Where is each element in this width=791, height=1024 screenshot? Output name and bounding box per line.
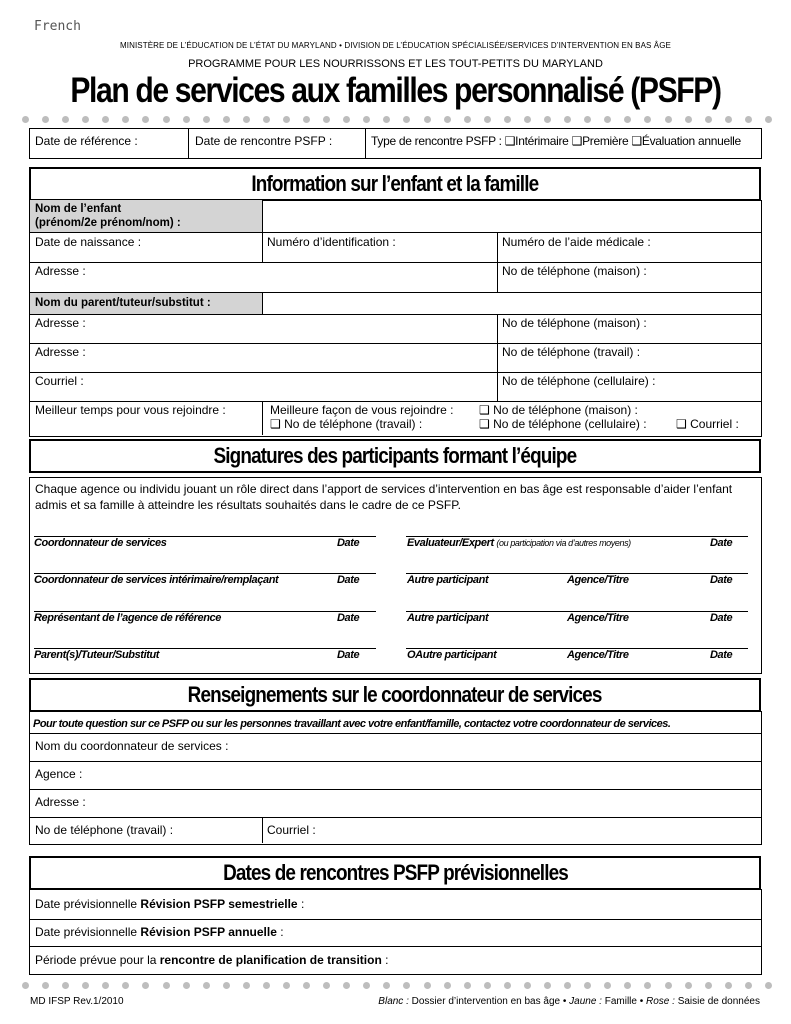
sig-label-other: Autre participant bbox=[407, 574, 489, 586]
divider-dot bbox=[524, 116, 531, 123]
child-address-field[interactable]: Adresse : bbox=[35, 264, 86, 278]
divider-dot bbox=[102, 982, 109, 989]
coordinator-agency-field[interactable]: Agence : bbox=[35, 767, 83, 781]
sig-label-other: Autre participant bbox=[407, 612, 489, 624]
divider-dot bbox=[343, 982, 350, 989]
divider-dot bbox=[624, 116, 631, 123]
sig-date: Date bbox=[337, 574, 360, 586]
signatures-intro: Chaque agence ou individu jouant un rôle direct dans l’apport de services d’intervention en bas âge est responsable d’aider l’enfant admis et sa famille à atteindre les résultats souhaités dans le cadre de ce PSFP. bbox=[35, 482, 733, 512]
parent-work-phone-field[interactable]: No de téléphone (travail) : bbox=[502, 345, 641, 359]
divider-dot bbox=[283, 982, 290, 989]
divider-dot bbox=[102, 116, 109, 123]
sig-label-evaluator: Evaluateur/Expert (ou participation via d’autres moyens) bbox=[407, 537, 631, 549]
divider-dot bbox=[22, 116, 29, 123]
parent-name-input[interactable] bbox=[266, 295, 756, 311]
divider-dot bbox=[42, 116, 49, 123]
divider-dot bbox=[644, 116, 651, 123]
section-heading-dates: Dates de rencontres PSFP prévisionnelles bbox=[29, 856, 761, 890]
annual-review-field[interactable]: Date prévisionnelle Révision PSFP annuelle : bbox=[35, 925, 284, 939]
coordinator-note: Pour toute question sur ce PSFP ou sur les personnes travaillant avec votre enfant/famille, contactez votre coordonnateur de services. bbox=[33, 718, 671, 730]
divider-dot bbox=[62, 982, 69, 989]
divider-dot bbox=[464, 982, 471, 989]
sig-label-referral: Représentant de l’agence de référence bbox=[34, 612, 221, 624]
divider-dot bbox=[544, 982, 551, 989]
option-first: Première bbox=[582, 134, 629, 148]
meeting-type-field bbox=[371, 134, 741, 148]
divider-dot bbox=[363, 116, 370, 123]
checkbox-interim[interactable]: ❑ bbox=[504, 134, 516, 148]
meeting-type-label: Type de rencontre PSFP : bbox=[371, 134, 502, 148]
divider-dot bbox=[323, 116, 330, 123]
divider-dot bbox=[263, 982, 270, 989]
divider-dot bbox=[263, 116, 270, 123]
divider-dot bbox=[303, 982, 310, 989]
divider-dot bbox=[665, 116, 672, 123]
checkbox-work[interactable]: ❑ bbox=[270, 417, 281, 431]
divider-dot bbox=[604, 982, 611, 989]
divider-dot bbox=[765, 982, 772, 989]
reference-row bbox=[29, 128, 762, 159]
checkbox-cell[interactable]: ❑ bbox=[479, 417, 490, 431]
divider-dot bbox=[223, 982, 230, 989]
medical-aid-field[interactable]: Numéro de l’aide médicale : bbox=[502, 235, 651, 249]
meeting-date-field[interactable]: Date de rencontre PSFP : bbox=[195, 134, 333, 148]
section-heading-signatures: Signatures des participants formant l’équipe bbox=[29, 439, 761, 473]
divider-dot bbox=[42, 982, 49, 989]
parent-address1-field[interactable]: Adresse : bbox=[35, 316, 86, 330]
divider-dot bbox=[544, 116, 551, 123]
form-id: MD IFSP Rev.1/2010 bbox=[30, 996, 124, 1007]
divider-dot bbox=[665, 982, 672, 989]
divider-dot bbox=[243, 982, 250, 989]
dot-divider-bottom bbox=[22, 980, 772, 990]
semiannual-review-field[interactable]: Date prévisionnelle Révision PSFP semestrielle : bbox=[35, 897, 305, 911]
divider-dot bbox=[183, 116, 190, 123]
divider-dot bbox=[403, 982, 410, 989]
divider-dot bbox=[464, 116, 471, 123]
birth-date-field[interactable]: Date de naissance : bbox=[35, 235, 142, 249]
sig-date: Date bbox=[337, 612, 360, 624]
parent-home-phone-field[interactable]: No de téléphone (maison) : bbox=[502, 316, 647, 330]
child-name-input[interactable] bbox=[266, 204, 756, 228]
option-interim: Intérimaire bbox=[515, 134, 569, 148]
transition-planning-field[interactable]: Période prévue pour la rencontre de planification de transition : bbox=[35, 953, 389, 967]
divider-dot bbox=[163, 116, 170, 123]
parent-cell-phone-field[interactable]: No de téléphone (cellulaire) : bbox=[502, 374, 656, 388]
divider-dot bbox=[745, 116, 752, 123]
sig-agency: Agence/Titre bbox=[567, 649, 629, 661]
coordinator-email-field[interactable]: Courriel : bbox=[267, 823, 316, 837]
sig-agency: Agence/Titre bbox=[567, 612, 629, 624]
sig-date: Date bbox=[337, 649, 360, 661]
divider-dot bbox=[383, 982, 390, 989]
divider-dot bbox=[685, 116, 692, 123]
checkbox-annual[interactable]: ❑ bbox=[631, 134, 642, 148]
reference-date-field[interactable]: Date de référence : bbox=[35, 134, 138, 148]
divider-dot bbox=[203, 982, 210, 989]
divider-dot bbox=[403, 116, 410, 123]
child-family-table bbox=[29, 200, 762, 437]
divider-dot bbox=[444, 116, 451, 123]
divider-dot bbox=[303, 116, 310, 123]
sig-date: Date bbox=[710, 574, 733, 586]
divider-dot bbox=[223, 116, 230, 123]
best-way-work[interactable]: ❑ No de téléphone (travail) : bbox=[270, 417, 423, 431]
divider-dot bbox=[183, 982, 190, 989]
best-way-email[interactable]: ❑ Courriel : bbox=[676, 417, 739, 431]
divider-dot bbox=[624, 982, 631, 989]
id-number-field[interactable]: Numéro d’identification : bbox=[267, 235, 396, 249]
checkbox-email[interactable]: ❑ bbox=[676, 417, 687, 431]
coordinator-phone-field[interactable]: No de téléphone (travail) : bbox=[35, 823, 174, 837]
divider-dot bbox=[484, 116, 491, 123]
language-label: French bbox=[34, 19, 81, 34]
checkbox-first[interactable]: ❑ bbox=[571, 134, 583, 148]
divider-dot bbox=[203, 116, 210, 123]
divider-dot bbox=[725, 982, 732, 989]
sig-date: Date bbox=[710, 612, 733, 624]
sig-label-interim: Coordonnateur de services intérimaire/remplaçant bbox=[34, 574, 279, 586]
divider-dot bbox=[142, 116, 149, 123]
divider-dot bbox=[604, 116, 611, 123]
parent-name-label: Nom du parent/tuteur/substitut : bbox=[35, 297, 211, 309]
divider-dot bbox=[564, 116, 571, 123]
divider-dot bbox=[725, 116, 732, 123]
sig-label-other: OAutre participant bbox=[407, 649, 497, 661]
parent-email-field[interactable]: Courriel : bbox=[35, 374, 84, 388]
sig-date: Date bbox=[710, 649, 733, 661]
checkbox-home[interactable]: ❑ bbox=[479, 403, 490, 417]
divider-dot bbox=[82, 982, 89, 989]
divider-dot bbox=[444, 982, 451, 989]
best-way-cell[interactable]: ❑ No de téléphone (cellulaire) : bbox=[479, 417, 647, 431]
divider-dot bbox=[383, 116, 390, 123]
section-heading-coordinator: Renseignements sur le coordonnateur de services bbox=[29, 678, 761, 712]
dates-table bbox=[29, 889, 762, 975]
divider-dot bbox=[745, 982, 752, 989]
child-home-phone-field[interactable]: No de téléphone (maison) : bbox=[502, 264, 647, 278]
parent-address2-field[interactable]: Adresse : bbox=[35, 345, 86, 359]
sig-label-coordinator: Coordonnateur de services bbox=[34, 537, 167, 549]
option-annual: Évaluation annuelle bbox=[641, 134, 741, 148]
divider-dot bbox=[424, 116, 431, 123]
divider-dot bbox=[82, 116, 89, 123]
divider-dot bbox=[363, 982, 370, 989]
divider-dot bbox=[524, 982, 531, 989]
divider-dot bbox=[62, 116, 69, 123]
best-time-field[interactable]: Meilleur temps pour vous rejoindre : bbox=[35, 403, 226, 417]
divider-dot bbox=[484, 982, 491, 989]
copy-distribution: Blanc : Dossier d’intervention en bas âge • Jaune : Famille • Rose : Saisie de données bbox=[378, 996, 760, 1007]
divider-dot bbox=[765, 116, 772, 123]
divider-dot bbox=[705, 116, 712, 123]
divider-dot bbox=[122, 116, 129, 123]
divider-dot bbox=[323, 982, 330, 989]
divider-dot bbox=[424, 982, 431, 989]
divider-dot bbox=[685, 982, 692, 989]
sig-label-parent: Parent(s)/Tuteur/Substitut bbox=[34, 649, 160, 661]
divider-dot bbox=[243, 116, 250, 123]
child-name-label: Nom de l’enfant (prénom/2e prénom/nom) : bbox=[35, 203, 181, 229]
divider-dot bbox=[584, 116, 591, 123]
divider-dot bbox=[283, 116, 290, 123]
coordinator-name-field[interactable]: Nom du coordonnateur de services : bbox=[35, 739, 229, 753]
divider-dot bbox=[22, 982, 29, 989]
divider-dot bbox=[644, 982, 651, 989]
divider-dot bbox=[705, 982, 712, 989]
program-line: PROGRAMME POUR LES NOURRISSONS ET LES TOUT-PETITS DU MARYLAND bbox=[188, 58, 603, 70]
divider-dot bbox=[163, 982, 170, 989]
coordinator-table bbox=[29, 711, 762, 845]
divider-dot bbox=[122, 982, 129, 989]
best-way-home[interactable]: ❑ No de téléphone (maison) : bbox=[479, 403, 638, 417]
divider-dot bbox=[584, 982, 591, 989]
divider-dot bbox=[142, 982, 149, 989]
divider-dot bbox=[343, 116, 350, 123]
dot-divider-top bbox=[22, 114, 772, 124]
divider-dot bbox=[564, 982, 571, 989]
sig-date: Date bbox=[337, 537, 360, 549]
sig-date: Date bbox=[710, 537, 733, 549]
ministry-line: MINISTÈRE DE L’ÉDUCATION DE L’ÉTAT DU MARYLAND • DIVISION DE L’ÉDUCATION SPÉCIALISÉE/SERVICES D’INTERVENTION EN BAS ÂGE bbox=[120, 41, 671, 50]
page-title: Plan de services aux familles personnalisé (PSFP) bbox=[70, 71, 721, 110]
sig-agency: Agence/Titre bbox=[567, 574, 629, 586]
coordinator-address-field[interactable]: Adresse : bbox=[35, 795, 86, 809]
section-heading-child-family: Information sur l’enfant et la famille bbox=[29, 167, 761, 201]
best-way-label: Meilleure façon de vous rejoindre : bbox=[270, 403, 454, 417]
divider-dot bbox=[504, 982, 511, 989]
divider-dot bbox=[504, 116, 511, 123]
